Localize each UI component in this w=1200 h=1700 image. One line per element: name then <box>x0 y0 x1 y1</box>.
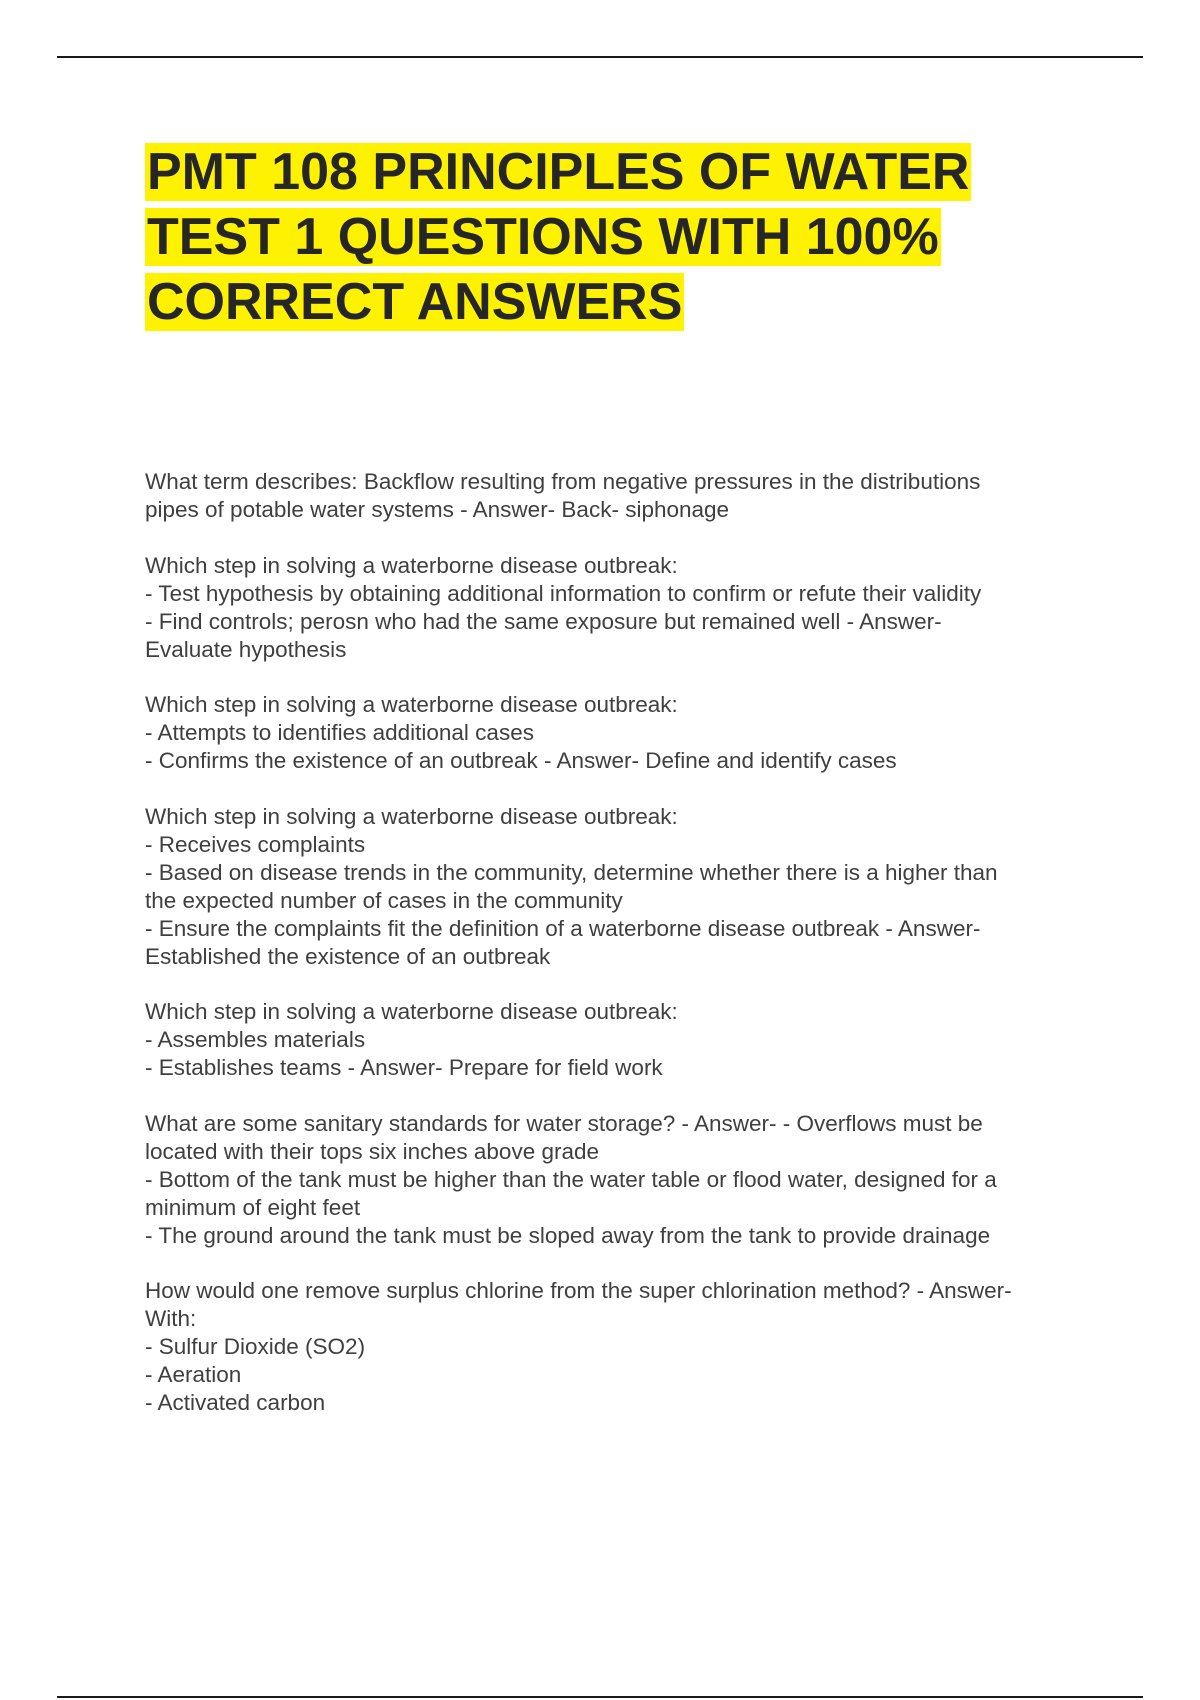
qa-line: - Establishes teams - Answer- Prepare for field work <box>145 1055 663 1080</box>
qa-block <box>145 1110 1095 1250</box>
qa-line: located with their tops six inches above grade <box>145 1138 600 1164</box>
qa-line: - Aeration <box>145 1362 242 1387</box>
qa-line: Which step in solving a waterborne disease outbreak: <box>145 803 678 829</box>
qa-line: - Confirms the existence of an outbreak - Answer- Define and identify cases <box>145 748 897 773</box>
qa-line: - Test hypothesis by obtaining additional information to confirm or refute their validity <box>145 580 982 606</box>
qa-line: the expected number of cases in the community <box>145 887 623 913</box>
qa-list <box>145 468 1095 1445</box>
bottom-rule <box>57 1696 1143 1698</box>
title-line: TEST 1 QUESTIONS WITH 100% <box>147 208 939 266</box>
qa-line: Which step in solving a waterborne disease outbreak: <box>145 552 678 578</box>
qa-line: Which step in solving a waterborne disease outbreak: <box>145 999 678 1024</box>
qa-block <box>145 998 1095 1082</box>
qa-line: - Find controls; perosn who had the same exposure but remained well - Answer- <box>145 608 942 634</box>
qa-block <box>145 468 1095 524</box>
qa-line: - The ground around the tank must be sloped away from the tank to provide drainage <box>145 1222 991 1248</box>
document-title <box>145 140 1105 335</box>
qa-line: What term describes: Backflow resulting from negative pressures in the distributions <box>145 469 981 494</box>
qa-block <box>145 691 1095 775</box>
qa-line: minimum of eight feet <box>145 1194 361 1220</box>
qa-block <box>145 1277 1095 1417</box>
top-rule <box>57 56 1143 58</box>
qa-line: - Attempts to identifies additional cases <box>145 720 534 745</box>
qa-line: How would one remove surplus chlorine from the super chlorination method? - Answer- <box>145 1278 1012 1303</box>
qa-block <box>145 803 1095 971</box>
qa-line: - Bottom of the tank must be higher than the water table or flood water, designed for a <box>145 1166 997 1192</box>
title-line: PMT 108 PRINCIPLES OF WATER <box>147 143 970 201</box>
qa-line: - Receives complaints <box>145 831 366 857</box>
qa-line: - Assembles materials <box>145 1027 366 1052</box>
qa-line: pipes of potable water systems - Answer- Back- siphonage <box>145 497 730 522</box>
qa-line: - Ensure the complaints fit the definition of a waterborne disease outbreak - Answer- <box>145 915 981 941</box>
qa-line: - Activated carbon <box>145 1390 326 1415</box>
qa-line: - Based on disease trends in the community, determine whether there is a higher than <box>145 859 998 885</box>
qa-line: Which step in solving a waterborne disease outbreak: <box>145 692 678 717</box>
qa-block <box>145 552 1095 664</box>
qa-line: With: <box>145 1306 197 1331</box>
qa-line: Evaluate hypothesis <box>145 636 347 662</box>
qa-line: Established the existence of an outbreak <box>145 943 551 969</box>
qa-line: - Sulfur Dioxide (SO2) <box>145 1334 366 1359</box>
qa-line: What are some sanitary standards for water storage? - Answer- - Overflows must be <box>145 1110 983 1136</box>
title-line: CORRECT ANSWERS <box>147 273 683 331</box>
